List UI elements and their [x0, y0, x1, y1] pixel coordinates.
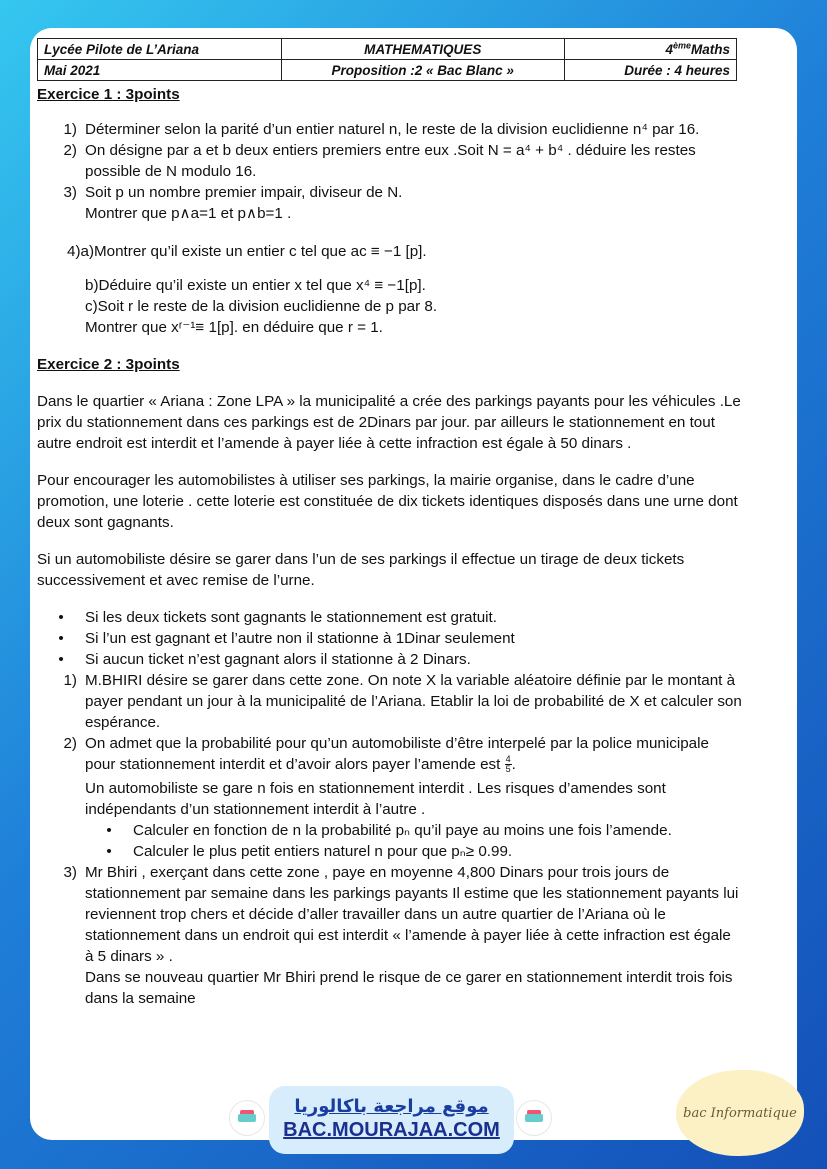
footer-logo-right-icon	[516, 1100, 552, 1136]
footer-url-link[interactable]: BAC.MOURAJAA.COM	[283, 1119, 500, 1141]
ex1-question-4d: Montrer que xʳ⁻¹≡ 1[p]. en déduire que r = 1.	[85, 319, 383, 336]
subject: MATHEMATIQUES	[281, 39, 564, 60]
ex2-paragraph-1: Dans le quartier « Ariana : Zone LPA » la municipalité a crée des parkings payants pour les véhicules .Le prix du stationnement dans ces parkings est de 2Dinars par jour. par ailleurs le stationnement en tout autre endroit est interdit et l’amende à payer liée à cette infraction est égale à 50 dinars .	[37, 393, 741, 452]
exam-date: Mai 2021	[38, 60, 282, 81]
exercise-1-title: Exercice 1 : 3points	[37, 86, 180, 103]
proposition: Proposition :2 « Bac Blanc »	[281, 60, 564, 81]
ex2-bullet-3: • Si aucun ticket n’est gagnant alors il stationne à 2 Dinars.	[58, 651, 471, 668]
ex2-paragraph-3: Si un automobiliste désire se garer dans l’un de ses parkings il effectue un tirage de deux tickets successivement et avec remise de l’urne.	[37, 551, 685, 589]
exercise-2-title: Exercice 2 : 3points	[37, 356, 180, 373]
ex2-sub-bullet-1: • Calculer en fonction de n la probabilité pₙ qu’il paye au moins une fois l’amende.	[106, 822, 672, 839]
ex2-paragraph-2: Pour encourager les automobilistes à utiliser ses parkings, la mairie organise, dans le cadre d’une promotion, une loterie . cette loterie est constituée de dix tickets identiques disposés dans une urne dont deux sont gagnants.	[37, 472, 738, 531]
school-name: Lycée Pilote de L’Ariana	[38, 39, 282, 60]
ex1-question-3-b: Montrer que p∧a=1 et p∧b=1 .	[85, 205, 292, 222]
ex1-question-4a: 4)a)Montrer qu’il existe un entier c tel que ac ≡ −1 [p].	[67, 243, 427, 260]
footer-logo-left-icon	[229, 1100, 265, 1136]
ex2-sub-bullet-2: • Calculer le plus petit entiers naturel n pour que pₙ≥ 0.99.	[106, 843, 513, 860]
ex1-question-1: 1) Déterminer selon la parité d’un entier naturel n, le reste de la division euclidienne n⁴ par 16.	[63, 121, 700, 138]
ex2-bullet-1: • Si les deux tickets sont gagnants le stationnement est gratuit.	[58, 609, 497, 626]
duration: Durée : 4 heures	[564, 60, 736, 81]
ex1-question-2: 2) On désigne par a et b deux entiers premiers entre eux .Soit N = a⁴ + b⁴ . déduire les restes possible de N modulo 16.	[63, 142, 696, 180]
ex1-question-4c: c)Soit r le reste de la division euclidienne de p par 8.	[85, 298, 438, 315]
fraction-four-fifths: $\frac{4}{5}$	[505, 754, 511, 775]
ex2-question-3: 3) Mr Bhiri , exerçant dans cette zone , paye en moyenne 4,800 Dinars pour trois jours de stationnement par semaine dans les parkings payants Il estime que les stationnement payants lui reviennent trop chers et décide d’aller travailler dans un autre quartier de l’Ariana où le stationnement dans un endroit qui est interdit « l’amende à payer liée à cette infraction est égale à 5 dinars » .	[63, 864, 739, 965]
footer-arabic-text: موقع مراجعة باكالوريا	[294, 1096, 489, 1117]
level: 4èmeMaths	[564, 39, 736, 60]
ex2-question-2: 2) On admet que la probabilité pour qu’un automobiliste d’être interpelé par la police municipale pour stationnement interdit et d’avoir alors payer l’amende est $\frac{4}{5}$ .	[63, 735, 709, 775]
document-content	[37, 84, 742, 1009]
ex2-question-3-b: Dans se nouveau quartier Mr Bhiri prend le risque de ce garer en stationnement interdit trois fois dans la semaine	[85, 969, 733, 1007]
header-table	[37, 38, 737, 81]
ex1-question-4b: b)Déduire qu’il existe un entier x tel que x⁴ ≡ −1[p].	[85, 277, 426, 294]
ex2-bullet-2: • Si l’un est gagnant et l’autre non il stationne à 1Dinar seulement	[58, 630, 515, 647]
ex2-question-2-b: Un automobiliste se gare n fois en stationnement interdit . Les risques d’amendes sont indépendants d’un stationnement interdit à l’autre .	[85, 780, 666, 818]
ex1-question-3: 3) Soit p un nombre premier impair, diviseur de N.	[63, 184, 403, 201]
bac-informatique-badge: bac Informatique	[676, 1070, 804, 1156]
ex2-question-1: 1) M.BHIRI désire se garer dans cette zone. On note X la variable aléatoire définie par le montant à payer pendant un jour à la municipalité de l’Ariana. Etablir la loi de probabilité de X et calculer son espérance.	[63, 672, 742, 731]
footer-banner[interactable]	[269, 1086, 514, 1154]
